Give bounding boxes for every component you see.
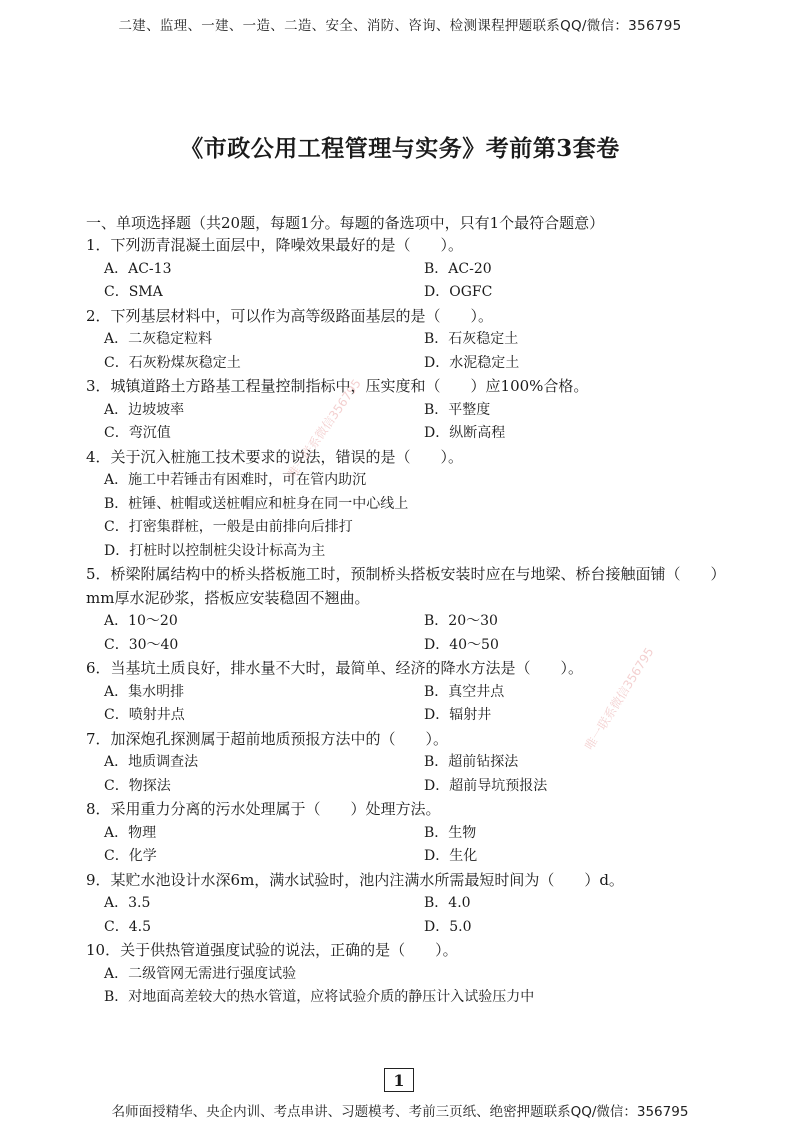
option: A．边坡坡率: [104, 401, 185, 418]
option: D．5.0: [424, 918, 472, 935]
footer-banner: 名师面授精华、央企内训、考点串讲、习题模考、考前三页纸、绝密押题联系QQ/微信：356795: [111, 1104, 689, 1120]
page-number: 1: [384, 1068, 414, 1092]
question-stem: 10．关于供热管道强度试验的说法，正确的是（ ）。: [86, 941, 458, 959]
option: A．二级管网无需进行强度试验: [104, 965, 297, 982]
option: C．30～40: [104, 636, 179, 653]
option: C．SMA: [104, 284, 163, 300]
option: B．AC-20: [424, 260, 492, 277]
watermark: 唯一联系微信356795: [582, 645, 657, 753]
option: B．超前钻探法: [424, 754, 519, 770]
question-stem: 8．采用重力分离的污水处理属于（ ）处理方法。: [86, 800, 441, 818]
option: A．物理: [104, 824, 157, 841]
option: A．3.5: [104, 895, 151, 911]
question-stem: 4．关于沉入桩施工技术要求的说法，错误的是（ ）。: [86, 447, 464, 466]
question-stem: 5．桥梁附属结构中的桥头搭板施工时，预制桥头搭板安装时应在与地梁、桥台接触面铺（ ）mm厚水泥砂浆，搭板应安装稳固不翘曲。: [86, 565, 726, 607]
option: C．物探法: [104, 777, 171, 794]
question-stem: 7．加深炮孔探测属于超前地质预报方法中的（ ）。: [86, 729, 449, 748]
option: D．辐射井: [424, 707, 492, 723]
question-stem: 2．下列基层材料中，可以作为高等级路面基层的是（ ）。: [86, 306, 494, 325]
question-stem: 3．城镇道路土方路基工程量控制指标中，压实度和（ ）应100%合格。: [86, 377, 589, 395]
option: A．10～20: [104, 613, 178, 629]
option: D．超前导坑预报法: [424, 777, 548, 794]
section-heading: 一、单项选择题（共20题，每题1分。每题的备选项中，只有1个最符合题意）: [86, 214, 605, 232]
option: C．弯沉值: [104, 425, 171, 441]
option: A．AC-13: [104, 260, 172, 277]
option: A．集水明排: [104, 683, 185, 700]
option: B．20～30: [424, 613, 498, 629]
option: D．水泥稳定土: [424, 354, 520, 371]
option: B．对地面高差较大的热水管道，应将试验介质的静压计入试验压力中: [104, 989, 535, 1005]
option: B．生物: [424, 824, 477, 841]
question-stem: 1．下列沥青混凝土面层中，降噪效果最好的是（ ）。: [86, 236, 464, 254]
option: C．喷射井点: [104, 707, 185, 723]
option: D．纵断高程: [424, 425, 506, 441]
question-stem: 6．当基坑土质良好，排水量不大时，最简单、经济的降水方法是（ ）。: [86, 659, 584, 677]
option: C．4.5: [104, 918, 151, 935]
option: A．二灰稳定粒料: [104, 331, 213, 347]
question-list: [86, 212, 726, 1010]
question-stem: 9．某贮水池设计水深6m，满水试验时，池内注满水所需最短时间为（ ）d。: [86, 870, 624, 889]
option: D．打桩时以控制桩尖设计标高为主: [104, 542, 326, 559]
option: B．石灰稳定土: [424, 331, 519, 347]
option: C．打密集群桩，一般是由前排向后排打: [104, 519, 353, 535]
option: C．石灰粉煤灰稳定土: [104, 354, 241, 371]
option: B．桩锤、桩帽或送桩帽应和桩身在同一中心线上: [104, 495, 409, 512]
option: D．生化: [424, 848, 478, 864]
option: D．40～50: [424, 636, 499, 653]
option: B．4.0: [424, 895, 471, 911]
option: D．OGFC: [424, 284, 493, 300]
option: B．真空井点: [424, 683, 505, 700]
option: B．平整度: [424, 401, 491, 418]
watermark: 唯一联系微信356795: [284, 376, 364, 482]
header-banner: 二建、监理、一建、一造、二造、安全、消防、咨询、检测课程押题联系QQ/微信：356795: [118, 18, 682, 34]
option: A．施工中若锤击有困难时，可在管内助沉: [104, 472, 367, 488]
exam-title: 《市政公用工程管理与实务》考前第3套卷: [180, 135, 620, 162]
option: C．化学: [104, 848, 157, 864]
option: A．地质调查法: [104, 754, 199, 770]
